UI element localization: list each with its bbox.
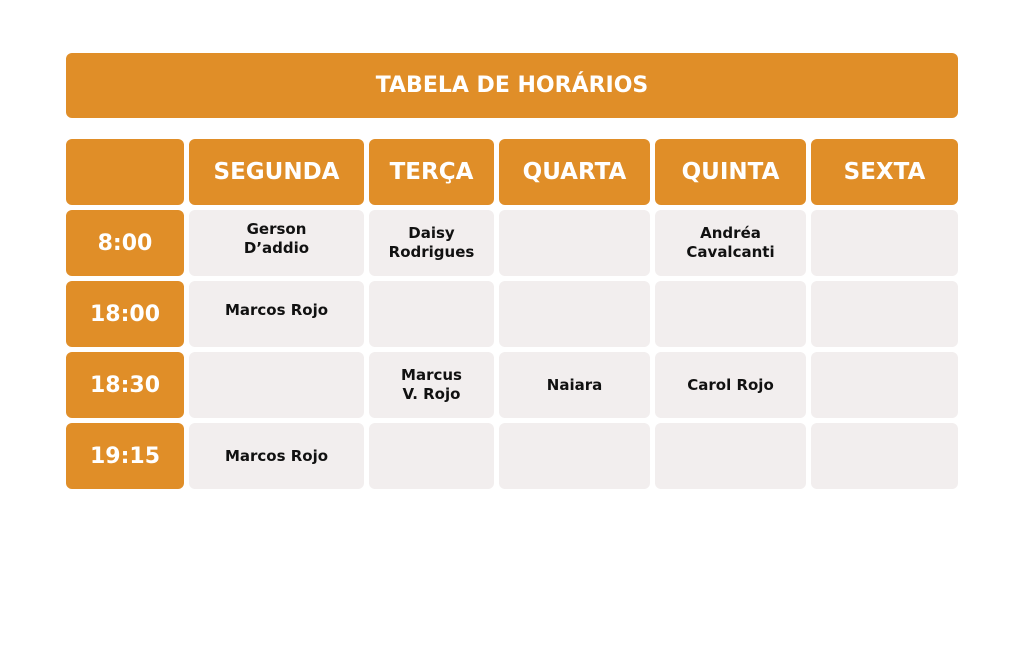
schedule-cell xyxy=(499,281,650,347)
schedule-table xyxy=(66,139,958,489)
header-day-terca: TERÇA xyxy=(369,139,494,205)
schedule-cell xyxy=(499,210,650,276)
schedule-cell xyxy=(811,281,958,347)
time-label: 18:30 xyxy=(66,352,184,418)
schedule-cell: Marcus V. Rojo xyxy=(369,352,494,418)
time-label: 19:15 xyxy=(66,423,184,489)
schedule-cell xyxy=(189,352,364,418)
schedule-cell: Marcos Rojo xyxy=(189,281,364,347)
schedule-cell xyxy=(655,423,806,489)
header-day-quinta: QUINTA xyxy=(655,139,806,205)
schedule-cell: Naiara xyxy=(499,352,650,418)
header-day-quarta: QUARTA xyxy=(499,139,650,205)
schedule-cell: Carol Rojo xyxy=(655,352,806,418)
time-label: 8:00 xyxy=(66,210,184,276)
time-label: 18:00 xyxy=(66,281,184,347)
schedule-cell: Gerson D’addio xyxy=(189,210,364,276)
schedule-title: TABELA DE HORÁRIOS xyxy=(66,53,958,118)
schedule-cell xyxy=(811,423,958,489)
schedule-cell xyxy=(369,281,494,347)
schedule-cell: Daisy Rodrigues xyxy=(369,210,494,276)
header-corner-cell xyxy=(66,139,184,205)
schedule-cell: Marcos Rojo xyxy=(189,423,364,489)
header-day-segunda: SEGUNDA xyxy=(189,139,364,205)
schedule-cell xyxy=(369,423,494,489)
schedule-cell: Andréa Cavalcanti xyxy=(655,210,806,276)
schedule-cell xyxy=(499,423,650,489)
schedule-cell xyxy=(655,281,806,347)
schedule-cell xyxy=(811,210,958,276)
schedule-cell xyxy=(811,352,958,418)
header-day-sexta: SEXTA xyxy=(811,139,958,205)
